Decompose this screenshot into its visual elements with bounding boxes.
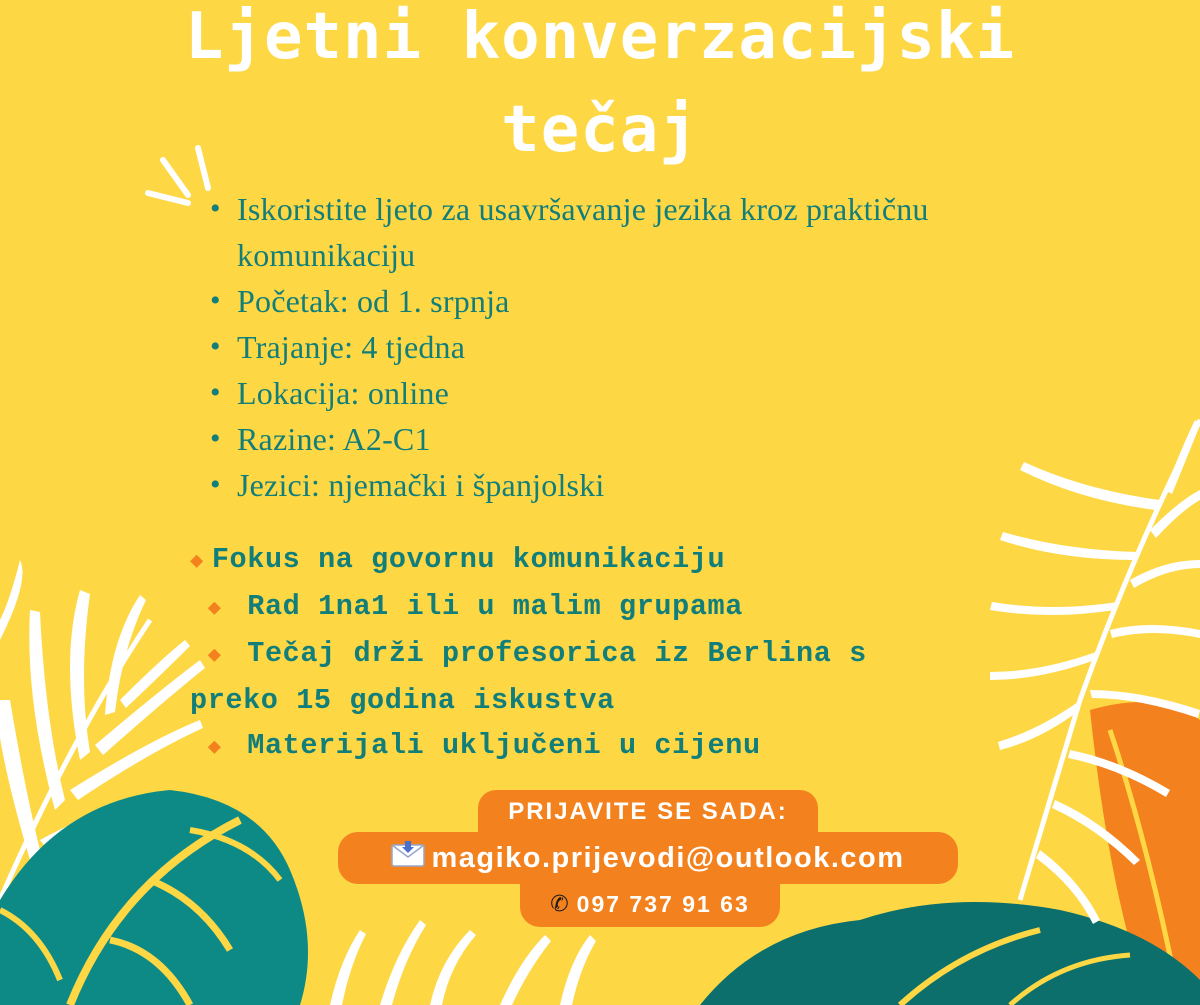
feature-text: Materijali uključeni u cijenu <box>247 729 761 762</box>
feature-list <box>190 537 1010 770</box>
bullet-summer: • Iskoristite ljeto za usavršavanje jezika kroz praktičnu komunikaciju <box>210 186 990 278</box>
feature-text: Tečaj drži profesorica iz Berlina s <box>247 637 867 670</box>
bullet-levels: • Razine: A2-C1 <box>210 416 990 462</box>
feature-item <box>190 631 1010 678</box>
diamond-icon: ◆ <box>190 549 204 574</box>
bullet-start: • Početak: od 1. srpnja <box>210 278 990 324</box>
feature-text: Fokus na govornu komunikaciju <box>211 543 726 576</box>
bullet-location: • Lokacija: online <box>210 370 990 416</box>
phone-text: 097 737 91 63 <box>576 890 750 917</box>
info-bullet-list <box>210 186 990 508</box>
title-line-1: Ljetni konverzacijski <box>184 0 1016 74</box>
contact-phone[interactable] <box>520 881 780 927</box>
bullet-languages: • Jezici: njemački i španjolski <box>210 462 990 508</box>
left-monstera-leaf <box>0 790 308 1005</box>
bullet-duration: • Trajanje: 4 tjedna <box>210 324 990 370</box>
feature-item <box>190 584 1010 631</box>
feature-item <box>190 723 1010 770</box>
title-line-2: tečaj <box>501 93 699 167</box>
envelope-icon <box>391 841 425 875</box>
signup-label: PRIJAVITE SE SADA: <box>478 790 818 832</box>
diamond-icon: ◆ <box>207 643 222 668</box>
diamond-icon: ◆ <box>207 735 222 760</box>
email-text: magiko.prijevodi@outlook.com <box>431 841 905 874</box>
diamond-icon: ◆ <box>207 596 222 621</box>
contact-email[interactable] <box>338 832 958 884</box>
phone-icon: ✆ <box>550 891 571 916</box>
feature-item <box>190 537 1010 584</box>
feature-text: Rad 1na1 ili u malim grupama <box>247 590 743 623</box>
bottom-white-fronds <box>330 920 596 1005</box>
feature-item-continued: preko 15 godina iskustva <box>190 684 615 717</box>
